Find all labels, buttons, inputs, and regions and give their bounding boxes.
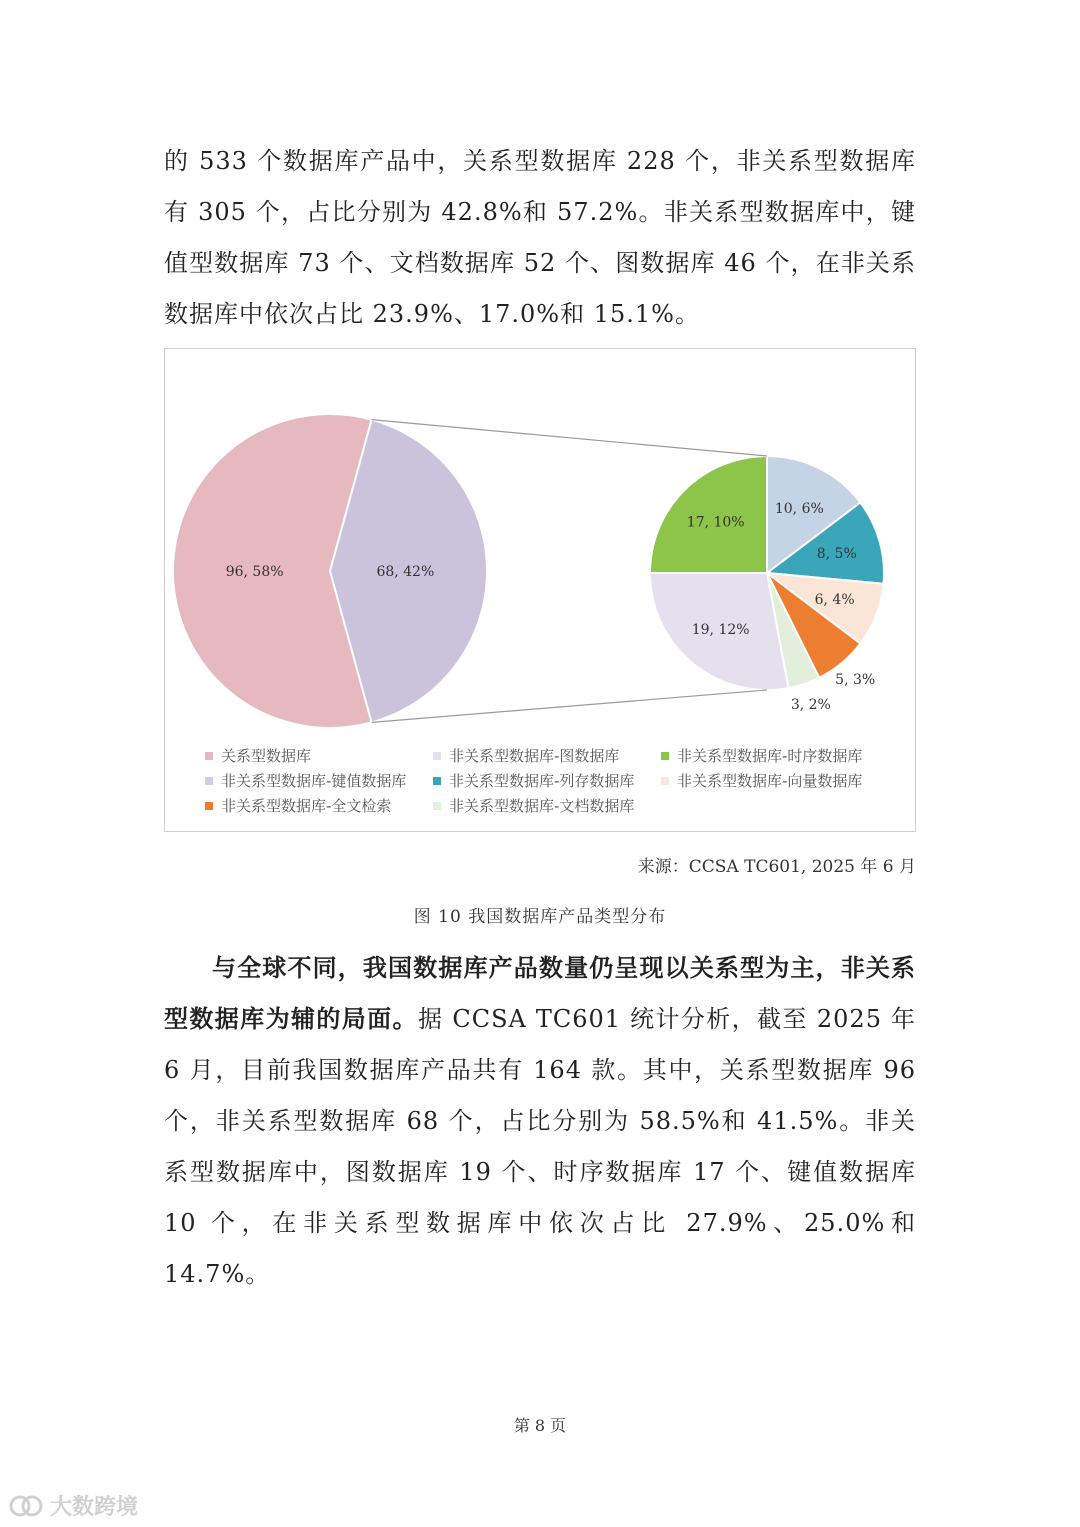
legend-item (205, 745, 433, 766)
sub-pie-data-label: 5, 3% (835, 672, 876, 689)
legend-swatch (205, 752, 213, 760)
page-number: 第 8 页 (513, 1416, 567, 1435)
legend-label: 非关系型数据库-键值数据库 (221, 772, 407, 790)
chart-legend (205, 745, 905, 816)
figure-source: 来源：CCSA TC601, 2025 年 6 月 (637, 857, 916, 877)
main-pie-data-label: 68, 42% (376, 564, 435, 580)
watermark-logo-icon (8, 1494, 44, 1518)
legend-item (661, 770, 905, 791)
paragraph-bold-lead: 与全球不同，我国数据库产品数量仍呈现以关系型为主，非关系型数据库为辅的局面。 (164, 954, 916, 1033)
legend-swatch (661, 752, 669, 760)
main-pie-data-label: 96, 58% (225, 564, 284, 580)
legend-label: 关系型数据库 (221, 747, 312, 765)
legend-item (661, 745, 905, 766)
legend-swatch (205, 802, 213, 810)
watermark (8, 1490, 138, 1521)
legend-label: 非关系型数据库-图数据库 (449, 747, 620, 765)
legend-label: 非关系型数据库-文档数据库 (449, 797, 635, 815)
legend-label: 非关系型数据库-向量数据库 (677, 772, 863, 790)
legend-swatch (433, 777, 441, 785)
sub-pie-data-label: 10, 6% (774, 501, 824, 518)
legend-label: 非关系型数据库-列存数据库 (449, 772, 635, 790)
legend-swatch (433, 752, 441, 760)
watermark-text: 大数跨境 (50, 1495, 139, 1520)
paragraph-body: 据 CCSA TC601 统计分析，截至 2025 年 6 月，目前我国数据库产品共有 164 款。其中，关系型数据库 96 个，非关系型数据库 68 个，占比分别为 58.5%和 41.5%。非关系型数据库中，图数据库 19 个、时序数据库 17 个、键值数据库 10 个，在非关系型数据库中依次占比 27.9%、25.0%和 14.7%。 (164, 1005, 916, 1288)
legend-item (433, 770, 661, 791)
legend-item (433, 795, 661, 816)
legend-label: 非关系型数据库-全文检索 (221, 797, 392, 815)
paragraph-top: 的 533 个数据库产品中，关系型数据库 228 个，非关系型数据库有 305 个，占比分别为 42.8%和 57.2%。非关系型数据库中，键值型数据库 73 个、文档数据库 52 个、图数据库 46 个，在非关系数据库中依次占比 23.9%、17.0%和 15.1%。 (164, 147, 916, 328)
connector-line-bottom (372, 690, 767, 722)
legend-item (205, 795, 433, 816)
sub-pie-data-label: 3, 2% (790, 696, 831, 713)
legend-swatch (205, 777, 213, 785)
legend-item (205, 770, 433, 791)
legend-label: 非关系型数据库-时序数据库 (677, 747, 863, 765)
sub-pie-data-label: 17, 10% (686, 514, 745, 531)
paragraph-bottom (164, 943, 916, 1300)
sub-pie-data-label: 8, 5% (816, 546, 857, 563)
pie-of-pie-chart (165, 349, 915, 739)
figure-caption: 图 10 我国数据库产品类型分布 (413, 907, 667, 927)
sub-pie-data-label: 6, 4% (814, 592, 855, 609)
sub-pie-data-label: 19, 12% (691, 621, 750, 638)
legend-swatch (433, 802, 441, 810)
legend-item (433, 745, 661, 766)
legend-swatch (661, 777, 669, 785)
figure-chart-box (164, 348, 916, 832)
